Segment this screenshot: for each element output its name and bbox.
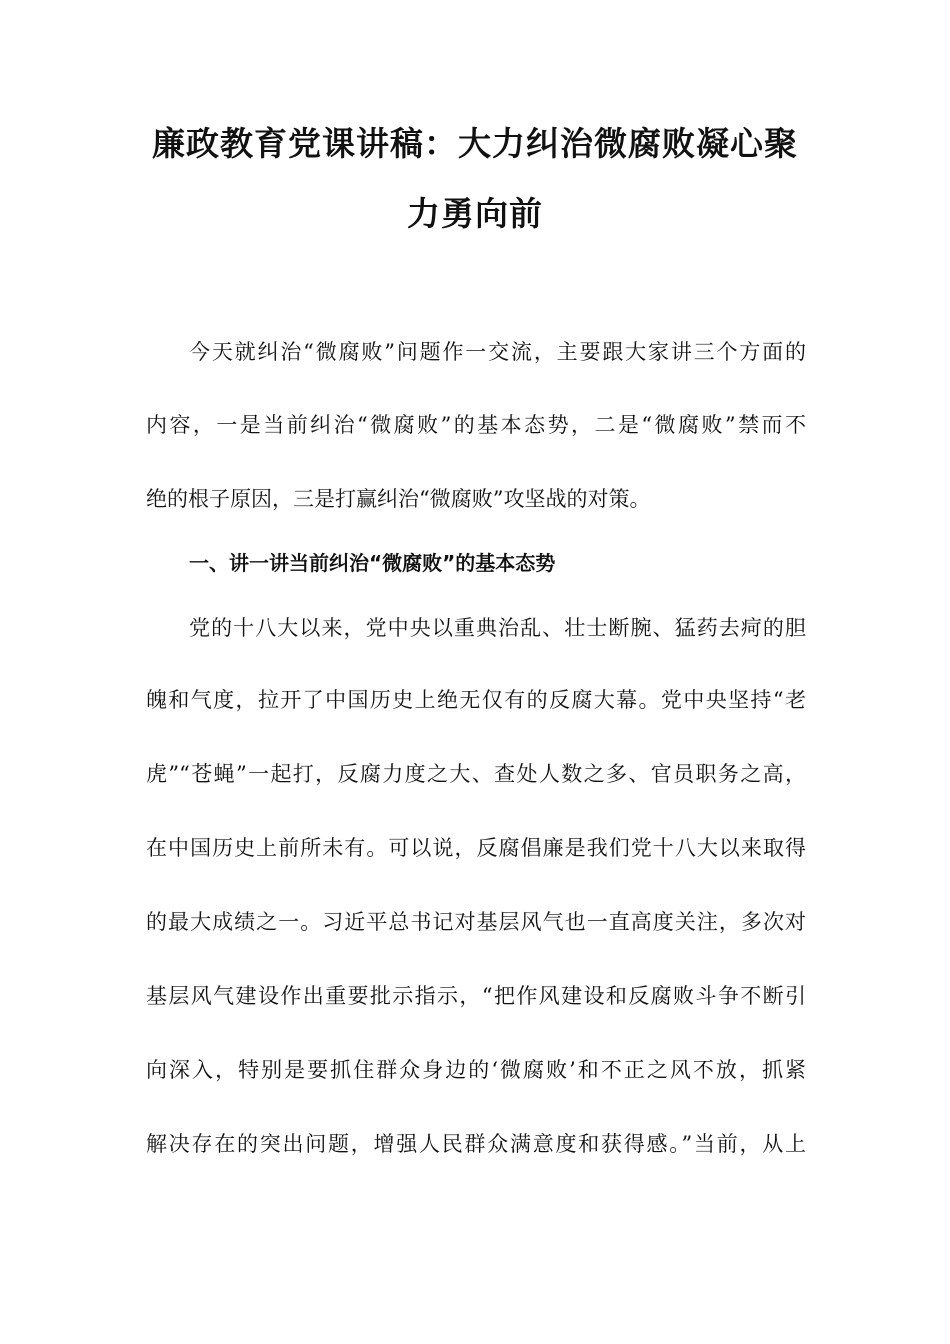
document-title-line-2: 力勇向前	[407, 194, 543, 233]
section-heading: 一、讲一讲当前纠治“微腐败”的基本态势	[189, 551, 556, 575]
section-paragraph-line: 在中国历史上前所未有。可以说，反腐倡廉是我们党十八大以来取得	[146, 836, 806, 860]
section-paragraph-line: 基层风气建设作出重要批示指示，“把作风建设和反腐败斗争不断引	[146, 984, 806, 1008]
intro-paragraph-line: 内容，一是当前纠治“微腐败”的基本态势，二是“微腐败”禁而不	[146, 413, 806, 437]
section-paragraph-line: 魄和气度，拉开了中国历史上绝无仅有的反腐大幕。党中央坚持“老	[146, 688, 806, 712]
intro-paragraph-line: 今天就纠治“微腐败”问题作一交流，主要跟大家讲三个方面的	[189, 340, 806, 364]
section-paragraph-line: 向深入，特别是要抓住群众身边的‘微腐败’和不正之风不放，抓紧	[146, 1058, 806, 1082]
section-paragraph-line: 党的十八大以来，党中央以重典治乱、壮士断腕、猛药去疴的胆	[189, 616, 806, 640]
intro-paragraph-line: 绝的根子原因，三是打赢纠治“微腐败”攻坚战的对策。	[146, 487, 651, 511]
document-title-line-1: 廉政教育党课讲稿：大力纠治微腐败凝心聚	[152, 124, 798, 163]
section-paragraph-line: 虎”“苍蝇”一起打，反腐力度之大、查处人数之多、官员职务之高，	[146, 762, 806, 786]
section-paragraph-line: 的最大成绩之一。习近平总书记对基层风气也一直高度关注，多次对	[146, 910, 806, 934]
section-paragraph-line: 解决存在的突出问题，增强人民群众满意度和获得感。”当前，从上	[146, 1132, 806, 1156]
